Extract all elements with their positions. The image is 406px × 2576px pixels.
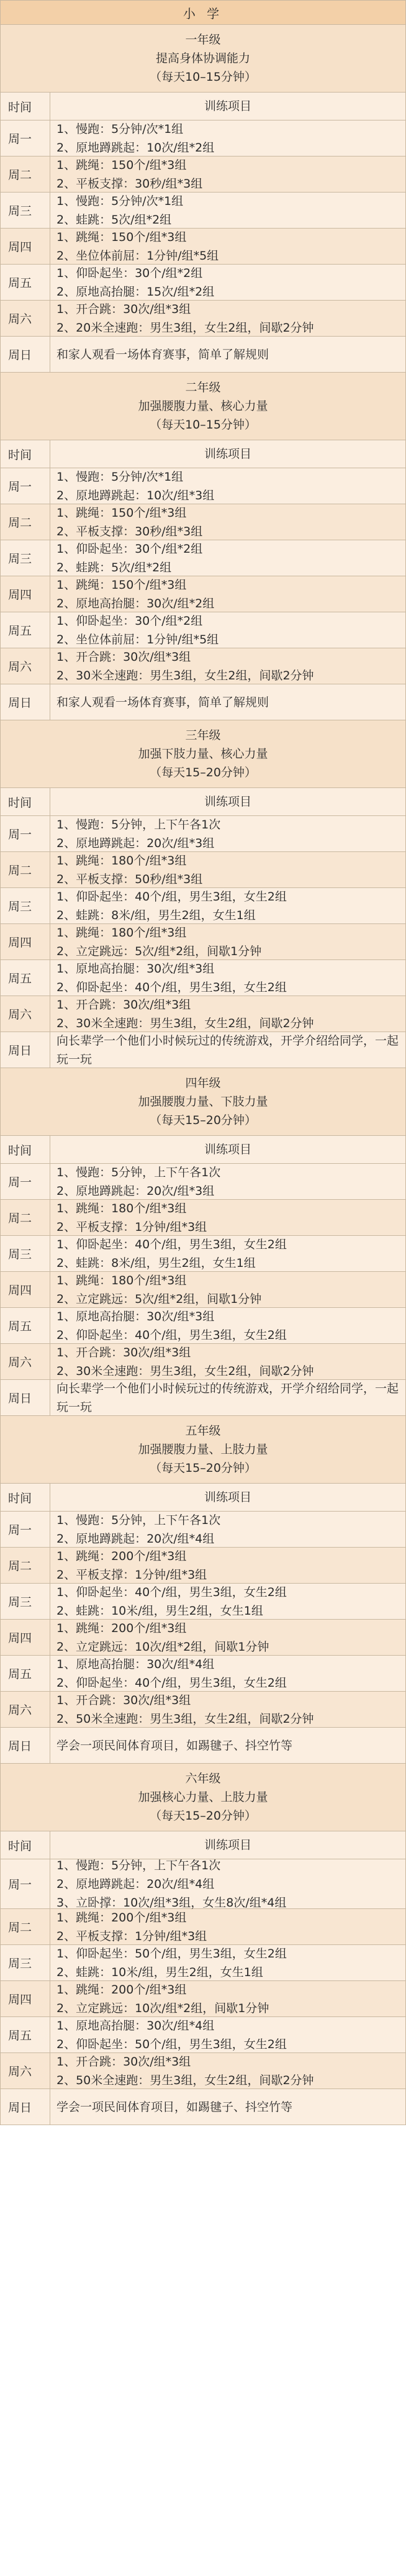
table-body — [0, 1512, 406, 1764]
items-cell — [50, 1548, 405, 1583]
training-item: 和家人观看一场体育赛事，简单了解规则 — [56, 347, 269, 361]
header-day: 时间 — [1, 440, 50, 468]
table-header-row — [0, 1136, 406, 1164]
grade-title — [0, 1068, 406, 1136]
training-item: 2、仰卧起坐：50个/组，男生3组，女生2组 — [56, 2037, 287, 2051]
training-item: 2、20米全速跑：男生3组，女生2组，间歇2分钟 — [56, 320, 314, 335]
grade-name: 一年级 — [185, 33, 221, 47]
training-item: 1、慢跑：5分钟/次*1组 — [56, 122, 184, 136]
training-item: 1、跳绳：150个/组*3组 — [56, 506, 187, 520]
day-cell: 周六 — [1, 648, 50, 684]
training-item: 向长辈学一个他们小时候玩过的传统游戏，开学介绍给同学，一起玩一玩 — [56, 1381, 399, 1414]
items-cell — [50, 852, 405, 887]
table-row — [0, 1200, 406, 1236]
training-item: 1、仰卧起坐：30个/组*2组 — [56, 542, 203, 556]
items-cell — [50, 1859, 405, 1908]
grade-title — [0, 373, 406, 440]
day-cell: 周日 — [1, 1032, 50, 1068]
table-header-row — [0, 1831, 406, 1859]
training-item: 2、平板支撑：1分钟/组*3组 — [56, 1567, 207, 1582]
training-item: 学会一项民间体育项目，如踢毽子、抖空竹等 — [56, 1738, 293, 1753]
table-row — [0, 1548, 406, 1584]
table-row — [0, 1859, 406, 1909]
table-row — [0, 1032, 406, 1068]
grade-goal: 加强腰腹力量、上肢力量 — [138, 1443, 268, 1456]
table-row — [0, 816, 406, 852]
training-item: 1、原地高抬腿：30次/组*4组 — [56, 2018, 215, 2033]
table-body — [0, 468, 406, 720]
items-cell — [50, 1728, 405, 1763]
grade-title — [0, 25, 406, 93]
day-cell: 周日 — [1, 684, 50, 720]
training-item: 2、立定跳远：10次/组*2组，间歇1分钟 — [56, 2001, 269, 2015]
table-row — [0, 1344, 406, 1380]
items-cell — [50, 960, 405, 995]
grade-block — [0, 720, 406, 1068]
training-item: 1、原地高抬腿：30次/组*3组 — [56, 961, 215, 976]
grade-name: 六年级 — [185, 1772, 221, 1785]
training-item: 1、开合跳：30次/组*3组 — [56, 302, 191, 316]
grade-name: 三年级 — [185, 728, 221, 742]
day-cell: 周三 — [1, 193, 50, 228]
day-cell: 周日 — [1, 1728, 50, 1763]
items-cell — [50, 684, 405, 720]
grade-duration: （每天15–20分钟） — [150, 1113, 256, 1127]
training-item: 2、蛙跳：10米/组，男生2组，女生1组 — [56, 1965, 263, 1979]
grade-name: 二年级 — [185, 381, 221, 394]
training-item: 2、蛙跳：10米/组，男生2组，女生1组 — [56, 1603, 263, 1618]
training-item: 1、原地高抬腿：30次/组*3组 — [56, 1309, 215, 1323]
day-cell: 周四 — [1, 576, 50, 612]
header-items: 训练项目 — [204, 447, 251, 461]
training-item: 2、原地蹲跳起：10次/组*3组 — [56, 488, 215, 502]
items-cell — [50, 193, 405, 228]
items-cell — [50, 996, 405, 1032]
table-row — [0, 229, 406, 265]
training-item: 2、原地蹲跳起：20次/组*3组 — [56, 1184, 215, 1198]
grade-name: 四年级 — [185, 1076, 221, 1090]
day-cell: 周六 — [1, 1692, 50, 1727]
items-cell — [50, 156, 405, 192]
table-row — [0, 1512, 406, 1548]
day-cell: 周一 — [1, 468, 50, 504]
training-item: 2、50米全速跑：男生3组，女生2组，间歇2分钟 — [56, 1712, 314, 1726]
training-item: 1、跳绳：200个/组*3组 — [56, 1549, 187, 1563]
table-row — [0, 1272, 406, 1308]
table-body — [0, 1859, 406, 2125]
training-item: 1、开合跳：30次/组*3组 — [56, 997, 191, 1012]
table-row — [0, 612, 406, 648]
training-item: 1、跳绳：150个/组*3组 — [56, 230, 187, 244]
training-item: 2、原地高抬腿：15次/组*2组 — [56, 284, 215, 299]
grade-goal: 提高身体协调能力 — [155, 52, 250, 65]
training-item: 2、平板支撑：30秒/组*3组 — [56, 524, 203, 538]
training-item: 2、原地蹲跳起：20次/组*4组 — [56, 1531, 215, 1546]
day-cell: 周六 — [1, 301, 50, 336]
day-cell: 周日 — [1, 337, 50, 372]
training-item: 1、慢跑：5分钟/次*1组 — [56, 194, 184, 208]
day-cell: 周四 — [1, 1620, 50, 1655]
header-items: 训练项目 — [204, 1490, 251, 1504]
day-cell: 周三 — [1, 540, 50, 576]
items-cell — [50, 576, 405, 612]
items-cell — [50, 1945, 405, 1980]
table-row — [0, 504, 406, 540]
items-cell — [50, 1380, 405, 1415]
table-row — [0, 120, 406, 156]
training-item: 向长辈学一个他们小时候玩过的传统游戏，开学介绍给同学，一起玩一玩 — [56, 1033, 399, 1066]
table-row — [0, 468, 406, 504]
training-item: 1、仰卧起坐：30个/组*2组 — [56, 266, 203, 280]
training-item: 1、跳绳：180个/组*3组 — [56, 925, 187, 940]
day-cell: 周五 — [1, 960, 50, 995]
day-cell: 周一 — [1, 1164, 50, 1199]
day-cell: 周六 — [1, 996, 50, 1032]
header-day: 时间 — [1, 1831, 50, 1859]
table-row — [0, 1945, 406, 1981]
table-row — [0, 1656, 406, 1692]
training-item: 2、30米全速跑：男生3组，女生2组，间歇2分钟 — [56, 668, 314, 683]
training-item: 2、30米全速跑：男生3组，女生2组，间歇2分钟 — [56, 1016, 314, 1030]
training-item: 1、跳绳：150个/组*3组 — [56, 578, 187, 592]
items-cell — [50, 1344, 405, 1379]
training-item: 2、蛙跳：8米/组，男生2组，女生1组 — [56, 908, 256, 922]
items-cell — [50, 1656, 405, 1691]
training-item: 2、蛙跳：5次/组*2组 — [56, 212, 172, 227]
table-row — [0, 1909, 406, 1945]
training-item: 2、蛙跳：8米/组，男生2组，女生1组 — [56, 1256, 256, 1270]
training-item: 1、开合跳：30次/组*3组 — [56, 1693, 191, 1707]
day-cell: 周一 — [1, 1859, 50, 1908]
table-row — [0, 1692, 406, 1728]
day-cell: 周三 — [1, 1236, 50, 1271]
grade-title — [0, 1416, 406, 1484]
items-cell — [50, 504, 405, 540]
items-cell — [50, 1692, 405, 1727]
table-row — [0, 540, 406, 576]
table-body — [0, 120, 406, 373]
day-cell: 周四 — [1, 1272, 50, 1307]
table-row — [0, 265, 406, 301]
table-body — [0, 1164, 406, 1416]
grade-duration: （每天10–15分钟） — [150, 418, 256, 432]
grade-duration: （每天15–20分钟） — [150, 1809, 256, 1823]
items-cell — [50, 1981, 405, 2016]
table-header-row — [0, 440, 406, 468]
training-item: 1、跳绳：180个/组*3组 — [56, 1201, 187, 1215]
day-cell: 周二 — [1, 852, 50, 887]
items-cell — [50, 648, 405, 684]
day-cell: 周五 — [1, 612, 50, 648]
table-row — [0, 576, 406, 612]
training-item: 2、仰卧起坐：40个/组，男生3组，女生2组 — [56, 980, 287, 994]
grade-duration: （每天15–20分钟） — [150, 766, 256, 779]
training-item: 2、平板支撑：50秒/组*3组 — [56, 872, 203, 886]
grade-block — [0, 1764, 406, 2125]
table-header-row — [0, 1484, 406, 1512]
day-cell: 周六 — [1, 2053, 50, 2088]
day-cell: 周一 — [1, 816, 50, 851]
training-item: 2、平板支撑：1分钟/组*3组 — [56, 1929, 207, 1943]
table-row — [0, 648, 406, 684]
items-cell — [50, 924, 405, 959]
training-item: 1、开合跳：30次/组*3组 — [56, 1345, 191, 1359]
items-cell — [50, 265, 405, 300]
day-cell: 周五 — [1, 2017, 50, 2052]
table-row — [0, 2089, 406, 2125]
training-item: 1、慢跑：5分钟/次*1组 — [56, 469, 184, 484]
grade-goal: 加强腰腹力量、下肢力量 — [138, 1095, 268, 1109]
items-cell — [50, 337, 405, 372]
items-cell — [50, 612, 405, 648]
table-row — [0, 1620, 406, 1656]
table-row — [0, 924, 406, 960]
header-day: 时间 — [1, 1136, 50, 1163]
table-row — [0, 193, 406, 229]
training-item: 2、原地高抬腿：30次/组*2组 — [56, 596, 215, 610]
training-item: 1、仰卧起坐：40个/组，男生3组，女生2组 — [56, 1237, 287, 1251]
training-item: 2、30米全速跑：男生3组，女生2组，间歇2分钟 — [56, 1364, 314, 1378]
training-item: 1、仰卧起坐：30个/组*2组 — [56, 614, 203, 628]
day-cell: 周二 — [1, 1200, 50, 1235]
grade-block — [0, 25, 406, 373]
table-row — [0, 1236, 406, 1272]
grade-block — [0, 1416, 406, 1764]
items-cell — [50, 1308, 405, 1343]
day-cell: 周五 — [1, 1656, 50, 1691]
training-item: 1、慢跑：5分钟，上下午各1次 — [56, 1858, 221, 1872]
training-item: 1、开合跳：30次/组*3组 — [56, 650, 191, 664]
day-cell: 周一 — [1, 120, 50, 156]
training-item: 1、仰卧起坐：50个/组，男生3组，女生2组 — [56, 1946, 287, 1961]
training-item: 1、慢跑：5分钟，上下午各1次 — [56, 817, 221, 832]
items-cell — [50, 1032, 405, 1068]
day-cell: 周四 — [1, 1981, 50, 2016]
items-cell — [50, 1236, 405, 1271]
training-item: 3、立卧撑：10次/组*3组，女生8次/组*4组 — [56, 1895, 287, 1910]
items-cell — [50, 816, 405, 851]
header-day: 时间 — [1, 1484, 50, 1511]
day-cell: 周三 — [1, 888, 50, 923]
table-row — [0, 1308, 406, 1344]
day-cell: 周三 — [1, 1945, 50, 1980]
items-cell — [50, 2017, 405, 2052]
training-item: 2、原地蹲跳起：10次/组*2组 — [56, 140, 215, 155]
training-item: 2、仰卧起坐：40个/组，男生3组，女生2组 — [56, 1676, 287, 1690]
table-row — [0, 156, 406, 193]
items-cell — [50, 229, 405, 264]
items-cell — [50, 1584, 405, 1619]
training-item: 1、开合跳：30次/组*3组 — [56, 2054, 191, 2069]
grade-duration: （每天15–20分钟） — [150, 1461, 256, 1475]
items-cell — [50, 1512, 405, 1547]
training-item: 2、原地蹲跳起：20次/组*3组 — [56, 836, 215, 850]
day-cell: 周一 — [1, 1512, 50, 1547]
section-title: 小 学 — [0, 0, 406, 25]
training-item: 和家人观看一场体育赛事，简单了解规则 — [56, 695, 269, 709]
day-cell: 周四 — [1, 229, 50, 264]
items-cell — [50, 1272, 405, 1307]
day-cell: 周六 — [1, 1344, 50, 1379]
table-row — [0, 337, 406, 373]
table-row — [0, 684, 406, 720]
table-body — [0, 816, 406, 1068]
table-row — [0, 1728, 406, 1764]
grade-goal: 加强腰腹力量、核心力量 — [138, 399, 268, 413]
items-cell — [50, 888, 405, 923]
training-item: 1、跳绳：150个/组*3组 — [56, 158, 187, 172]
items-cell — [50, 1620, 405, 1655]
header-items: 训练项目 — [204, 1838, 251, 1852]
training-item: 2、蛙跳：5次/组*2组 — [56, 560, 172, 574]
items-cell — [50, 2089, 405, 2125]
day-cell: 周五 — [1, 265, 50, 300]
table-row — [0, 888, 406, 924]
training-item: 1、原地高抬腿：30次/组*4组 — [56, 1657, 215, 1671]
day-cell: 周二 — [1, 156, 50, 192]
grade-name: 五年级 — [185, 1424, 221, 1438]
grades-container — [0, 25, 406, 2125]
day-cell: 周五 — [1, 1308, 50, 1343]
training-item: 2、立定跳远：5次/组*2组，间歇1分钟 — [56, 1292, 262, 1306]
table-row — [0, 1380, 406, 1416]
grade-title — [0, 720, 406, 788]
header-items: 训练项目 — [204, 795, 251, 809]
training-item: 2、原地蹲跳起：20次/组*4组 — [56, 1877, 215, 1891]
training-item: 2、立定跳远：5次/组*2组，间歇1分钟 — [56, 944, 262, 958]
table-row — [0, 1981, 406, 2017]
table-header-row — [0, 93, 406, 120]
training-item: 1、仰卧起坐：40个/组，男生3组，女生2组 — [56, 1585, 287, 1599]
training-item: 2、坐位体前屈：1分钟/组*5组 — [56, 632, 219, 646]
items-cell — [50, 540, 405, 576]
items-cell — [50, 468, 405, 504]
training-item: 2、平板支撑：1分钟/组*3组 — [56, 1220, 207, 1234]
training-item: 1、慢跑：5分钟，上下午各1次 — [56, 1165, 221, 1179]
header-items: 训练项目 — [204, 99, 251, 113]
grade-block — [0, 373, 406, 720]
items-cell — [50, 301, 405, 336]
grade-title — [0, 1764, 406, 1831]
day-cell: 周日 — [1, 1380, 50, 1415]
table-row — [0, 960, 406, 996]
items-cell — [50, 120, 405, 156]
table-header-row — [0, 788, 406, 816]
items-cell — [50, 2053, 405, 2088]
training-item: 1、跳绳：200个/组*3组 — [56, 1621, 187, 1635]
header-items: 训练项目 — [204, 1143, 251, 1156]
table-row — [0, 852, 406, 888]
items-cell — [50, 1909, 405, 1944]
training-item: 1、跳绳：180个/组*3组 — [56, 853, 187, 868]
training-item: 学会一项民间体育项目，如踢毽子、抖空竹等 — [56, 2100, 293, 2114]
day-cell: 周日 — [1, 2089, 50, 2125]
table-row — [0, 1164, 406, 1200]
training-item: 2、仰卧起坐：40个/组，男生3组，女生2组 — [56, 1328, 287, 1342]
grade-duration: （每天10–15分钟） — [150, 70, 256, 84]
grade-block — [0, 1068, 406, 1416]
header-day: 时间 — [1, 788, 50, 815]
training-item: 1、跳绳：200个/组*3组 — [56, 1982, 187, 1997]
grade-goal: 加强下肢力量、核心力量 — [138, 747, 268, 761]
training-item: 1、跳绳：180个/组*3组 — [56, 1273, 187, 1287]
day-cell: 周二 — [1, 1548, 50, 1583]
training-item: 2、平板支撑：30秒/组*3组 — [56, 176, 203, 191]
items-cell — [50, 1164, 405, 1199]
table-row — [0, 996, 406, 1032]
training-item: 1、跳绳：200个/组*3组 — [56, 1910, 187, 1925]
table-row — [0, 301, 406, 337]
table-row — [0, 2053, 406, 2089]
day-cell: 周三 — [1, 1584, 50, 1619]
table-row — [0, 1584, 406, 1620]
training-item: 2、50米全速跑：男生3组，女生2组，间歇2分钟 — [56, 2073, 314, 2087]
training-item: 1、仰卧起坐：40个/组，男生3组，女生2组 — [56, 889, 287, 904]
grade-goal: 加强核心力量、上肢力量 — [138, 1790, 268, 1804]
training-item: 2、坐位体前屈：1分钟/组*5组 — [56, 248, 219, 263]
items-cell — [50, 1200, 405, 1235]
day-cell: 周二 — [1, 504, 50, 540]
training-item: 2、立定跳远：10次/组*2组，间歇1分钟 — [56, 1639, 269, 1654]
day-cell: 周四 — [1, 924, 50, 959]
header-day: 时间 — [1, 93, 50, 120]
table-row — [0, 2017, 406, 2053]
training-item: 1、慢跑：5分钟，上下午各1次 — [56, 1513, 221, 1527]
day-cell: 周二 — [1, 1909, 50, 1944]
